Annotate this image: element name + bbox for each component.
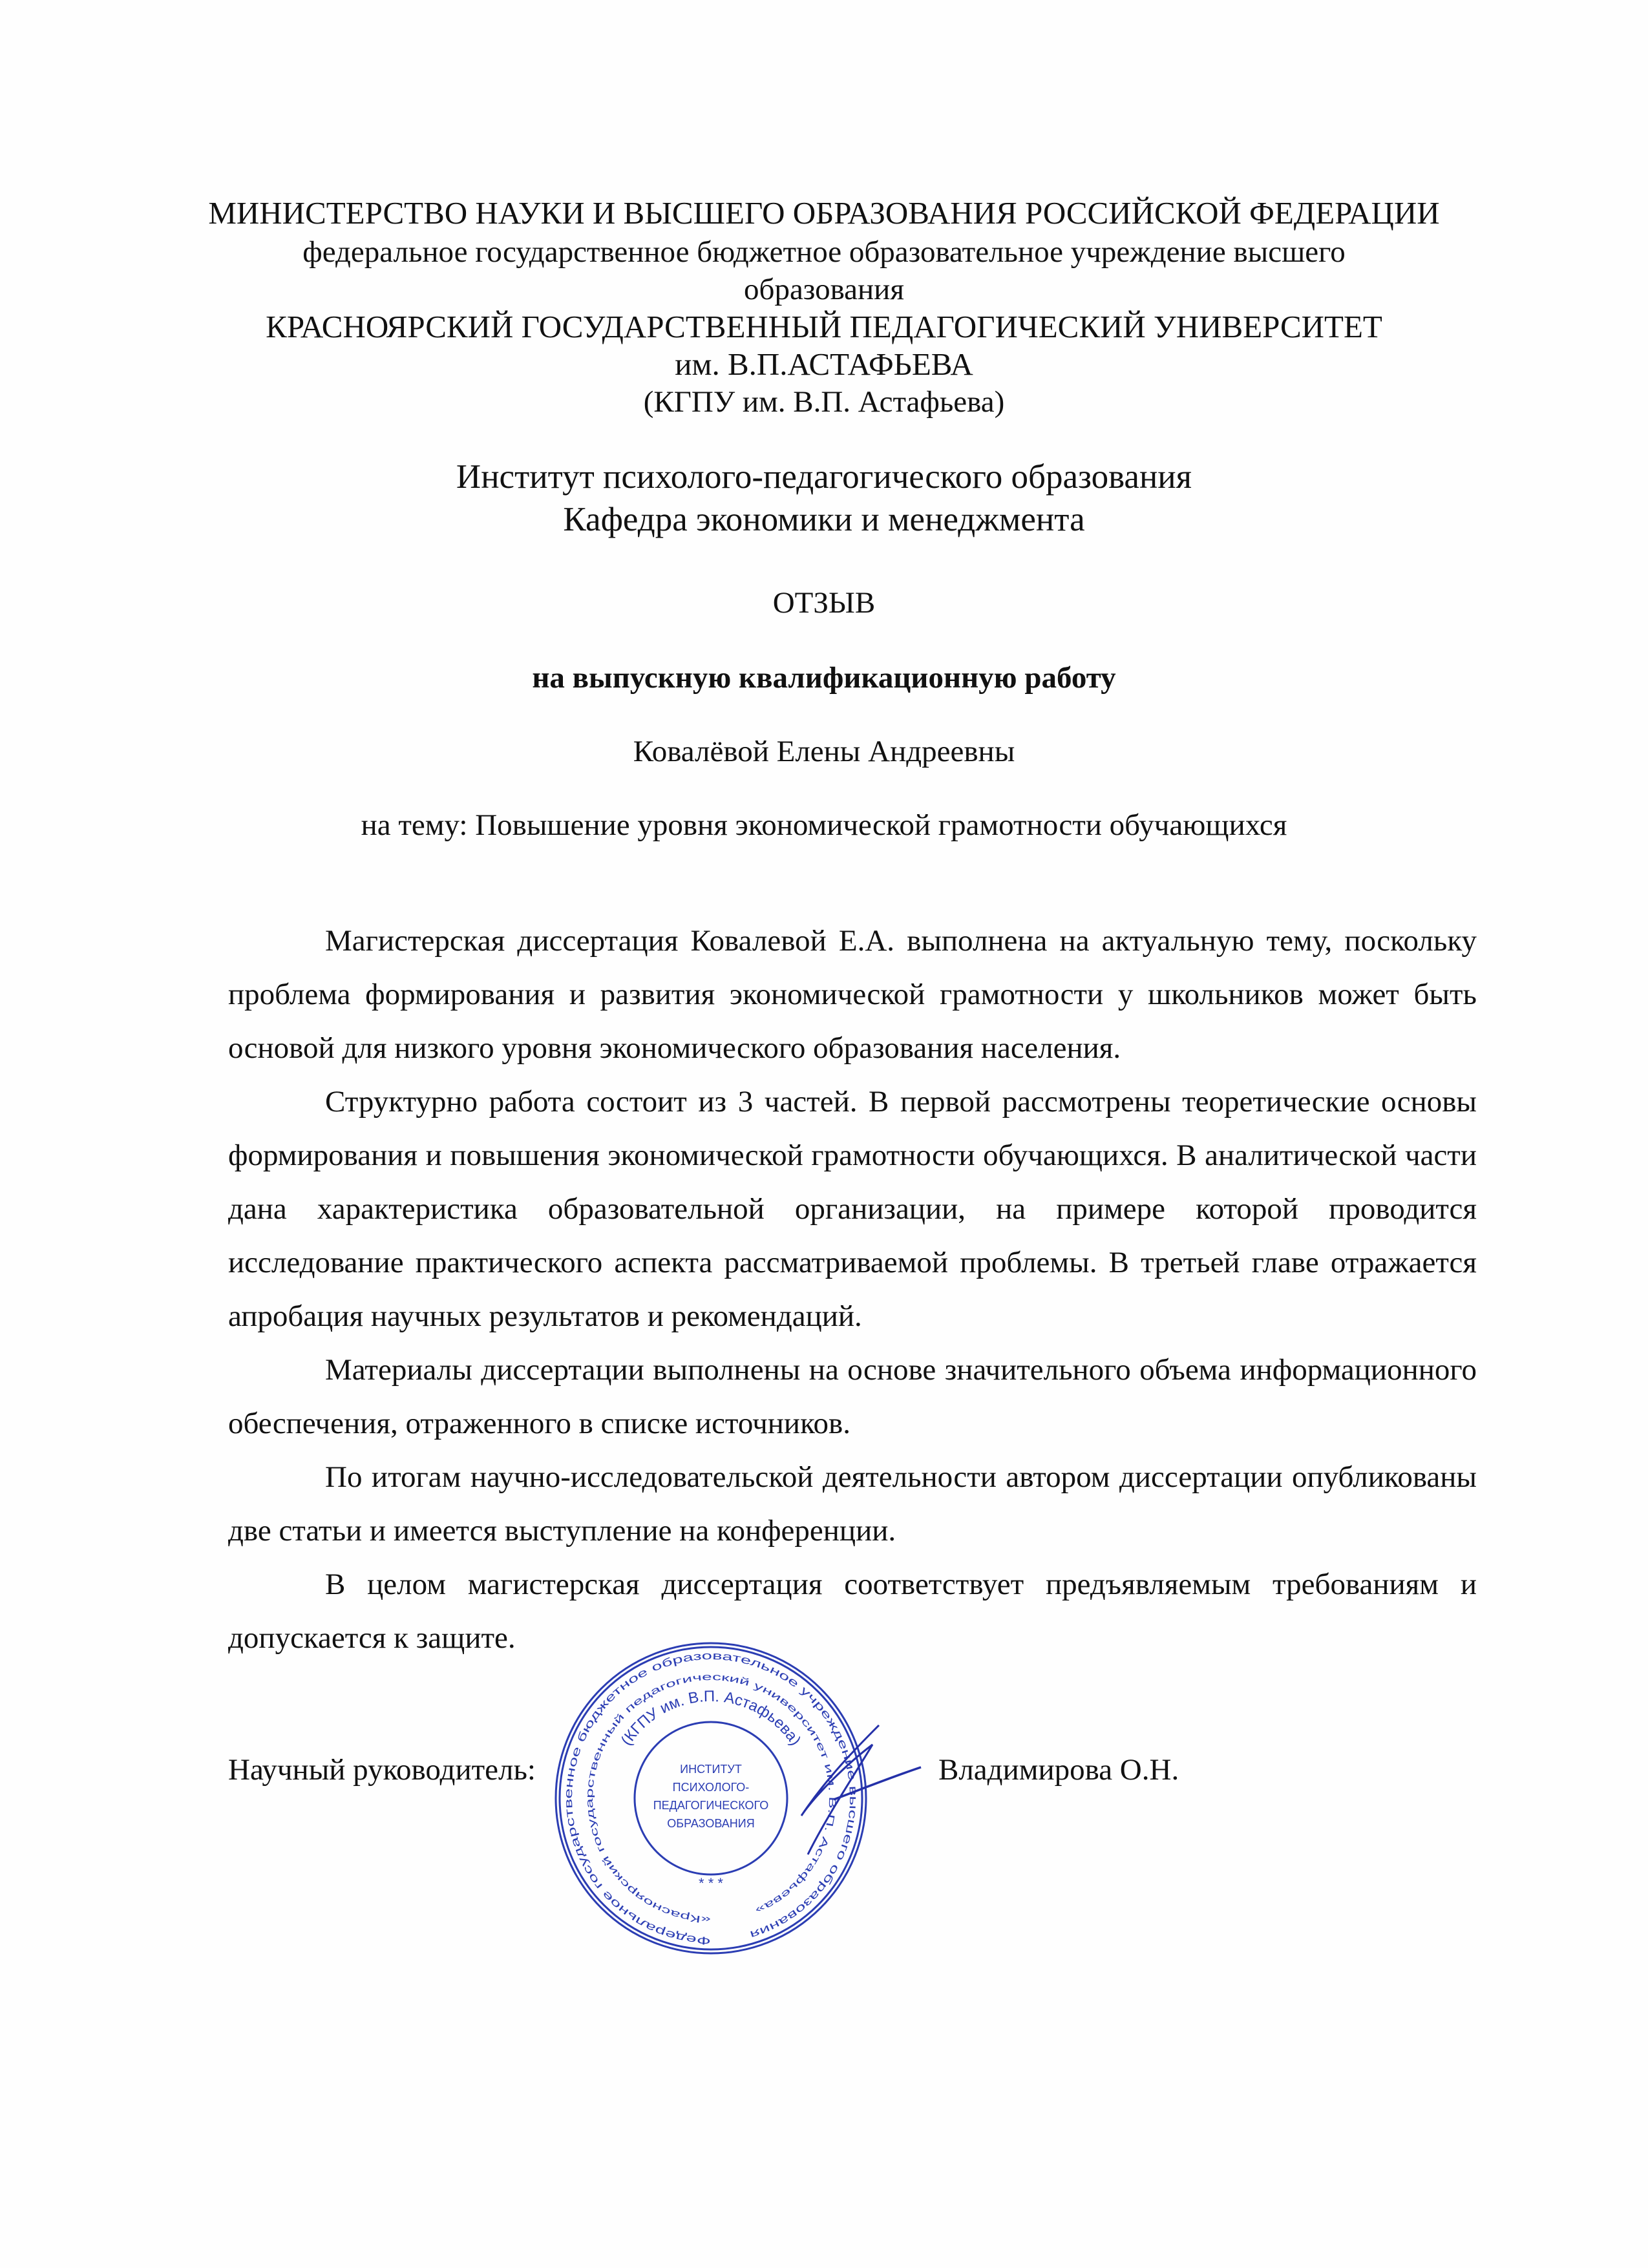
stamp-stars: * * * bbox=[699, 1875, 723, 1891]
stamp-outer-text: Федеральное государственное бюджетное образовательное учреждение высшего образования bbox=[562, 1649, 860, 1948]
paragraph-structure: Структурно работа состоит из 3 частей. В первой рассмотрены теоретические основы формирования и повышения экономической грамотности обучающихся. В аналитической части дана характеристика образовательной организации, на примере которой проводится исследование практического аспекта рассматриваемой проблемы. В третьей главе отражается апробация научных результатов и рекомендаций. bbox=[228, 1085, 1477, 1333]
stamp-center-line: ОБРАЗОВАНИЯ bbox=[667, 1817, 755, 1830]
document-title: ОТЗЫВ bbox=[772, 586, 876, 620]
institute-name: Институт психолого-педагогического образования bbox=[456, 458, 1192, 496]
paragraph-relevance: Магистерская диссертация Ковалевой Е.А. выполнена на актуальную тему, поскольку проблема формирования и развития экономической грамотности у школьников может быть основой для низкого уровня экономического образования населения. bbox=[228, 924, 1477, 1065]
paragraph-materials: Материалы диссертации выполнены на основе значительного объема информационного обеспечения, отраженного в списке источников. bbox=[228, 1353, 1477, 1440]
document-subtitle: на выпускную квалификационную работу bbox=[532, 661, 1116, 695]
university-name: КРАСНОЯРСКИЙ ГОСУДАРСТВЕННЫЙ ПЕДАГОГИЧЕСКИЙ УНИВЕРСИТЕТ bbox=[266, 309, 1382, 344]
thesis-topic: на тему: Повышение уровня экономической грамотности обучающихся bbox=[361, 808, 1287, 842]
chair-name: Кафедра экономики и менеджмента bbox=[563, 501, 1085, 538]
stamp-center-line: ПЕДАГОГИЧЕСКОГО bbox=[653, 1799, 769, 1812]
handwritten-signature-icon bbox=[788, 1706, 956, 1874]
ministry-heading: МИНИСТЕРСТВО НАУКИ И ВЫСШЕГО ОБРАЗОВАНИЯ РОССИЙСКОЙ ФЕДЕРАЦИИ bbox=[208, 195, 1440, 231]
university-named-after: им. В.П.АСТАФЬЕВА bbox=[675, 346, 973, 382]
stamp-inner-text: (КГПУ им. В.П. Астафьева) bbox=[617, 1687, 805, 1749]
stamp-center-ring bbox=[635, 1722, 787, 1874]
university-abbreviation: (КГПУ им. В.П. Астафьева) bbox=[643, 385, 1005, 419]
stamp-center-line: ПСИХОЛОГО- bbox=[672, 1781, 750, 1794]
stamp-center-line: ИНСТИТУТ bbox=[680, 1763, 742, 1776]
paragraph-publications: По итогам научно-исследовательской деятельности автором диссертации опубликованы две статьи и имеется выступление на конференции. bbox=[228, 1460, 1477, 1548]
stamp-middle-text: «Красноярский государственный педагогический университет им. В.П. Астафьева» bbox=[584, 1671, 838, 1926]
institution-type-line-2: образования bbox=[744, 273, 904, 306]
institution-type-line-1: федеральное государственное бюджетное образовательное учреждение высшего bbox=[302, 235, 1346, 269]
review-body bbox=[228, 914, 1477, 1665]
supervisor-name: Владимирова О.Н. bbox=[938, 1753, 1179, 1787]
student-name: Ковалёвой Елены Андреевны bbox=[633, 735, 1015, 768]
supervisor-label: Научный руководитель: bbox=[228, 1753, 536, 1787]
paragraph-conclusion: В целом магистерская диссертация соответствует предъявляемым требованиям и допускается к защите. bbox=[228, 1568, 1477, 1655]
